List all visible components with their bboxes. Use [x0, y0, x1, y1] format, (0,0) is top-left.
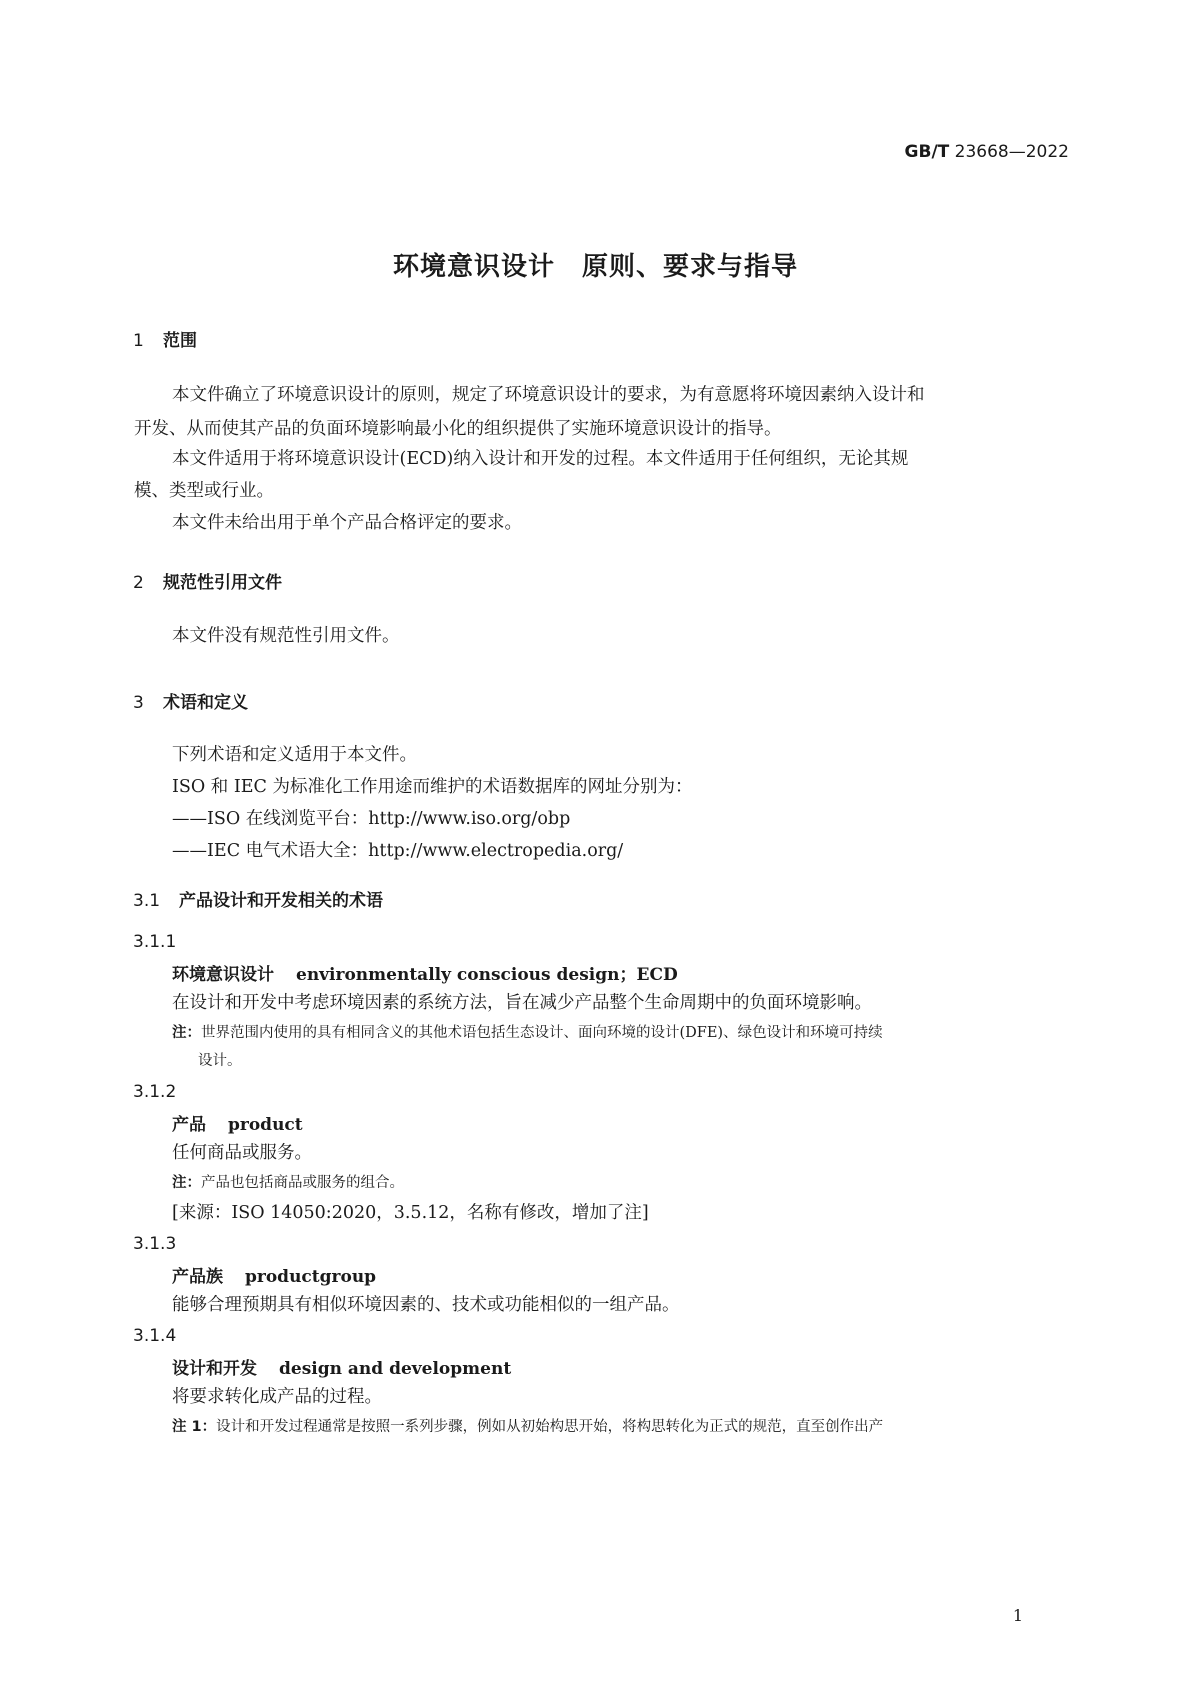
term-chinese: 产品族	[172, 1267, 223, 1287]
paragraph: 本文件没有规范性引用文件。	[172, 626, 400, 646]
paragraph: ISO 和 IEC 为标准化工作用途而维护的术语数据库的网址分别为：	[172, 777, 693, 797]
section-number: 2	[133, 573, 144, 593]
paragraph: 本文件未给出用于单个产品合格评定的要求。	[172, 513, 522, 533]
term-entry	[172, 1262, 376, 1287]
document-title: 环境意识设计 原则、要求与指导	[392, 252, 798, 282]
standard-code	[905, 142, 1069, 162]
term-definition: 任何商品或服务。	[172, 1143, 312, 1163]
section-title: 范围	[163, 331, 197, 351]
standard-code-prefix: GB/T	[904, 142, 950, 162]
term-number: 3.1.4	[133, 1326, 177, 1346]
term-definition: 将要求转化成产品的过程。	[172, 1387, 382, 1407]
term-entry	[172, 1354, 511, 1379]
term-chinese: 设计和开发	[172, 1359, 257, 1379]
section-number: 1	[133, 331, 144, 351]
subsection-3-1-heading	[133, 886, 383, 911]
page-number: 1	[1012, 1606, 1023, 1625]
section-1-heading	[133, 326, 197, 351]
term-definition: 能够合理预期具有相似环境因素的、技术或功能相似的一组产品。	[172, 1295, 680, 1315]
paragraph-line: 本文件确立了环境意识设计的原则，规定了环境意识设计的要求，为有意愿将环境因素纳入设计和	[172, 385, 925, 405]
term-chinese: 产品	[172, 1115, 206, 1135]
section-title: 产品设计和开发相关的术语	[179, 891, 383, 911]
note-label: 注 1：	[172, 1419, 217, 1435]
term-number: 3.1.1	[133, 932, 177, 952]
term-definition: 在设计和开发中考虑环境因素的系统方法，旨在减少产品整个生命周期中的负面环境影响。	[172, 993, 872, 1013]
section-title: 规范性引用文件	[163, 573, 282, 593]
note-text: 设计和开发过程通常是按照一系列步骤，例如从初始构思开始，将构思转化为正式的规范，直至创作出产	[216, 1419, 884, 1435]
note-label: 注：	[172, 1025, 201, 1041]
section-number: 3.1	[133, 891, 161, 911]
term-english: productgroup	[245, 1267, 377, 1287]
term-note	[172, 1018, 883, 1048]
section-number: 3	[133, 693, 144, 713]
term-note-continued: 设计。	[198, 1053, 242, 1069]
section-2-heading	[133, 568, 282, 593]
term-note	[172, 1412, 883, 1442]
term-number: 3.1.2	[133, 1082, 177, 1102]
term-english: environmentally conscious design；ECD	[296, 965, 678, 985]
paragraph-line: 开发、从而使其产品的负面环境影响最小化的组织提供了实施环境意识设计的指导。	[134, 419, 782, 439]
section-title: 术语和定义	[163, 693, 248, 713]
note-label: 注：	[172, 1175, 201, 1191]
list-item: ——IEC 电气术语大全：http://www.electropedia.org/	[172, 841, 624, 861]
paragraph-line: 模、类型或行业。	[134, 481, 274, 501]
term-note	[172, 1168, 404, 1198]
term-chinese: 环境意识设计	[172, 965, 274, 985]
term-number: 3.1.3	[133, 1234, 177, 1254]
term-english: product	[228, 1115, 303, 1135]
paragraph-line: 本文件适用于将环境意识设计(ECD)纳入设计和开发的过程。本文件适用于任何组织，无论其规	[172, 449, 909, 469]
note-text: 世界范围内使用的具有相同含义的其他术语包括生态设计、面向环境的设计(DFE)、绿色设计和环境可持续	[201, 1025, 883, 1041]
term-english: design and development	[279, 1359, 512, 1379]
list-item: ——ISO 在线浏览平台：http://www.iso.org/obp	[172, 809, 571, 829]
section-3-heading	[133, 688, 248, 713]
term-entry	[172, 1110, 303, 1135]
standard-code-number: 23668—2022	[954, 142, 1069, 162]
term-entry	[172, 960, 678, 985]
paragraph: 下列术语和定义适用于本文件。	[172, 745, 417, 765]
note-text: 产品也包括商品或服务的组合。	[201, 1175, 404, 1191]
term-source: [来源：ISO 14050:2020，3.5.12，名称有修改，增加了注]	[172, 1203, 649, 1223]
